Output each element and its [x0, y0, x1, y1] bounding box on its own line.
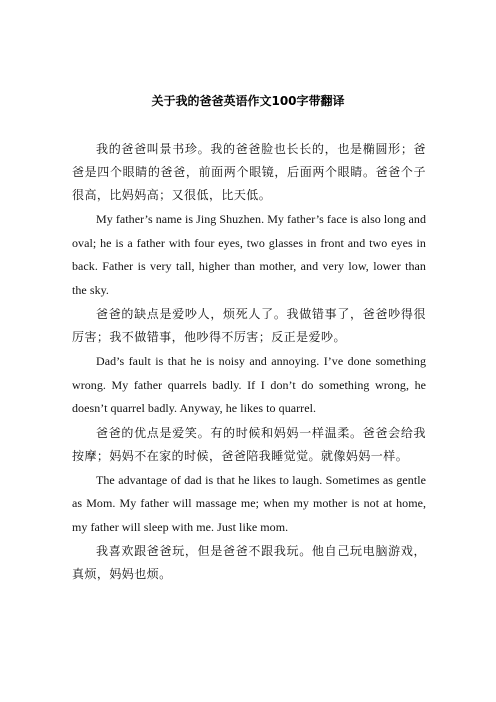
paragraph-en-1: My father’s name is Jing Shuzhen. My father’s face is also long and oval; he is a father with four eyes, two glasses in front and two eyes in back. Father is very tall, higher than mother, and very low, lower than the sky.	[72, 212, 426, 297]
paragraph-zh-4: 我喜欢跟爸爸玩，但是爸爸不跟我玩。他自己玩电脑游戏，真烦，妈妈也烦。	[72, 544, 426, 581]
document-title: 关于我的爸爸英语作文100字带翻译	[151, 94, 345, 108]
document-body	[72, 138, 426, 586]
paragraph-en-2: Dad’s fault is that he is noisy and annoying. I’ve done something wrong. My father quarrels badly. If I don’t do something wrong, he doesn’t quarrel badly. Anyway, he likes to quarrel.	[72, 354, 426, 415]
paragraph-en-3: The advantage of dad is that he likes to laugh. Sometimes as gentle as Mom. My father will massage me; when my mother is not at home, my father will sleep with me. Just like mom.	[72, 472, 426, 534]
paragraph-zh-2: 爸爸的缺点是爱吵人，烦死人了。我做错事了，爸爸吵得很厉害；我不做错事，他吵得不厉害；反正是爱吵。	[72, 307, 426, 344]
paragraph-zh-1: 我的爸爸叫景书珍。我的爸爸脸也长长的，也是椭圆形；爸爸是四个眼睛的爸爸，前面两个眼镜，后面两个眼睛。爸爸个子很高，比妈妈高；又很低，比天低。	[72, 142, 426, 202]
paragraph-zh-3: 爸爸的优点是爱笑。有的时候和妈妈一样温柔。爸爸会给我按摩；妈妈不在家的时候，爸爸陪我睡觉觉。就像妈妈一样。	[72, 425, 426, 463]
